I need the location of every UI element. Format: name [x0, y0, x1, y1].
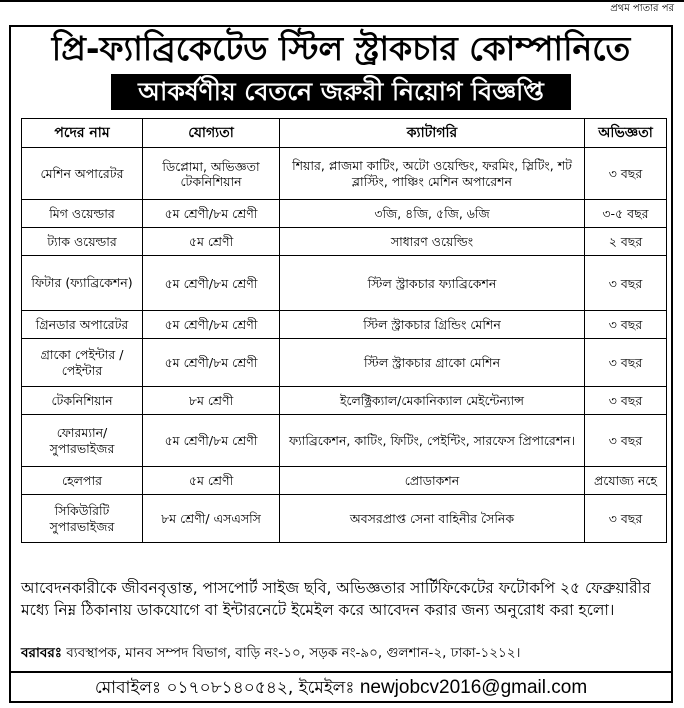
experience-cell: ২ বছর [585, 228, 667, 256]
table-header-row [22, 119, 667, 148]
qualification-cell: ৫ম শ্রেণী/৮ম শ্রেণী [143, 415, 280, 467]
table-row [22, 339, 667, 387]
qualification-cell: ৮ম শ্রেণী [143, 387, 280, 415]
top-corner-text: প্রথম পাতার পর [610, 3, 674, 14]
address-lead: বরাবরঃ [21, 645, 62, 661]
post-cell: ফোরম্যান/ সুপারভাইজর [22, 415, 143, 467]
qualification-cell: ৮ম শ্রেণী/ এসএসসি [143, 495, 280, 543]
experience-cell: ৩ বছর [585, 495, 667, 543]
post-cell: গ্রিনডার অপারেটর [22, 311, 143, 339]
post-cell: ফিটার (ফ্যাব্রিকেশন) [22, 256, 143, 311]
mailing-address [21, 644, 671, 662]
ad-title: প্রি-ফ্যাব্রিকেটেড স্টিল স্ট্রাকচার কোম্পানিতে [51, 29, 631, 68]
category-cell: প্রোডাকশন [280, 467, 585, 495]
table-row [22, 148, 667, 200]
table-row [22, 387, 667, 415]
header-category: ক্যাটাগরি [280, 119, 585, 148]
qualification-cell: ৫ম শ্রেণী [143, 467, 280, 495]
table-row [22, 256, 667, 311]
category-cell: ইলেক্ট্রিক্যাল/মেকানিক্যাল মেইন্টেন্যান্স [280, 387, 585, 415]
application-instructions: আবেদনকারীকে জীবনবৃত্তান্ত, পাসপোর্ট সাইজ ছবি, অভিজ্ঞতার সার্টিফিকেটের ফটোকপি ২৫ ফেব্রুয়ারীর মধ্যে নিম্ন ঠিকানায় ডাকযোগে বা ইন্টারনেটে ইমেইল করে আবেদন করার জন্য অনুরোধ করা হলো। [21, 579, 651, 619]
experience-cell: ৩ বছর [585, 311, 667, 339]
post-cell: মিগ ওয়েল্ডার [22, 200, 143, 228]
category-cell: ৩জি, ৪জি, ৫জি, ৬জি [280, 200, 585, 228]
qualification-cell: ৫ম শ্রেণী/৮ম শ্রেণী [143, 200, 280, 228]
experience-cell: ৩ বছর [585, 339, 667, 387]
header-qualification: যোগ্যতা [143, 119, 280, 148]
address-text: ব্যবস্থাপক, মানব সম্পদ বিভাগ, বাড়ি নং-১০, সড়ক নং-৯০, গুলশান-২, ঢাকা-১২১২। [62, 645, 521, 661]
post-cell: গ্রাকো পেইন্টার / পেইন্টার [22, 339, 143, 387]
qualification-cell: ৫ম শ্রেণী/৮ম শ্রেণী [143, 256, 280, 311]
experience-cell: ৩ বছর [585, 256, 667, 311]
table-row [22, 467, 667, 495]
category-cell: স্টিল স্ট্রাকচার ফ্যাব্রিকেশন [280, 256, 585, 311]
category-cell: অবসরপ্রাপ্ত সেনা বাহিনীর সৈনিক [280, 495, 585, 543]
contact-line [11, 677, 671, 699]
post-cell: মেশিন অপারেটর [22, 148, 143, 200]
experience-cell: প্রযোজ্য নহে [585, 467, 667, 495]
qualification-cell: ডিপ্লোমা, অভিজ্ঞতা টেকনিশিয়ান [143, 148, 280, 200]
table-row [22, 228, 667, 256]
qualification-cell: ৫ম শ্রেণী [143, 228, 280, 256]
post-cell: হেলপার [22, 467, 143, 495]
table-row [22, 200, 667, 228]
category-cell: স্টিল স্ট্রাকচার গ্রাকো মেশিন [280, 339, 585, 387]
divider [11, 671, 671, 673]
header-post: পদের নাম [22, 119, 143, 148]
email-address[interactable]: newjobcv2016@gmail.com [359, 677, 588, 698]
qualification-cell: ৫ম শ্রেণী/৮ম শ্রেণী [143, 339, 280, 387]
table-row [22, 495, 667, 543]
category-cell: শিয়ার, প্লাজমা কাটিং, অটো ওয়েল্ডিং, ফরমিং, স্লিটিং, শট ব্লাস্টিং, পাঞ্চিং মেশিন অপারেশন [280, 148, 585, 200]
header-experience: অভিজ্ঞতা [585, 119, 667, 148]
category-cell: সাধারণ ওয়েল্ডিং [280, 228, 585, 256]
experience-cell: ৩ বছর [585, 387, 667, 415]
experience-cell: ৩-৫ বছর [585, 200, 667, 228]
job-advertisement [9, 25, 673, 703]
table-row [22, 311, 667, 339]
category-cell: ফ্যাব্রিকেশন, কাটিং, ফিটিং, পেইন্টিং, সারফেস প্রিপারেশন। [280, 415, 585, 467]
ad-subtitle: আকর্ষণীয় বেতনে জরুরী নিয়োগ বিজ্ঞপ্তি [111, 74, 571, 110]
top-border-line [0, 0, 684, 2]
experience-cell: ৩ বছর [585, 415, 667, 467]
table-row [22, 415, 667, 467]
post-cell: ট্যাক ওয়েল্ডার [22, 228, 143, 256]
post-cell: সিকিউরিটি সুপারভাইজর [22, 495, 143, 543]
experience-cell: ৩ বছর [585, 148, 667, 200]
post-cell: টেকনিশিয়ান [22, 387, 143, 415]
mobile-number: মোবাইলঃ ০১৭০৮১৪০৫৪২, ইমেইলঃ [94, 678, 360, 698]
category-cell: স্টিল স্ট্রাকচার গ্রিন্ডিং মেশিন [280, 311, 585, 339]
jobs-table [21, 118, 667, 543]
top-cut-edge [0, 0, 684, 24]
qualification-cell: ৫ম শ্রেণী/৮ম শ্রেণী [143, 311, 280, 339]
